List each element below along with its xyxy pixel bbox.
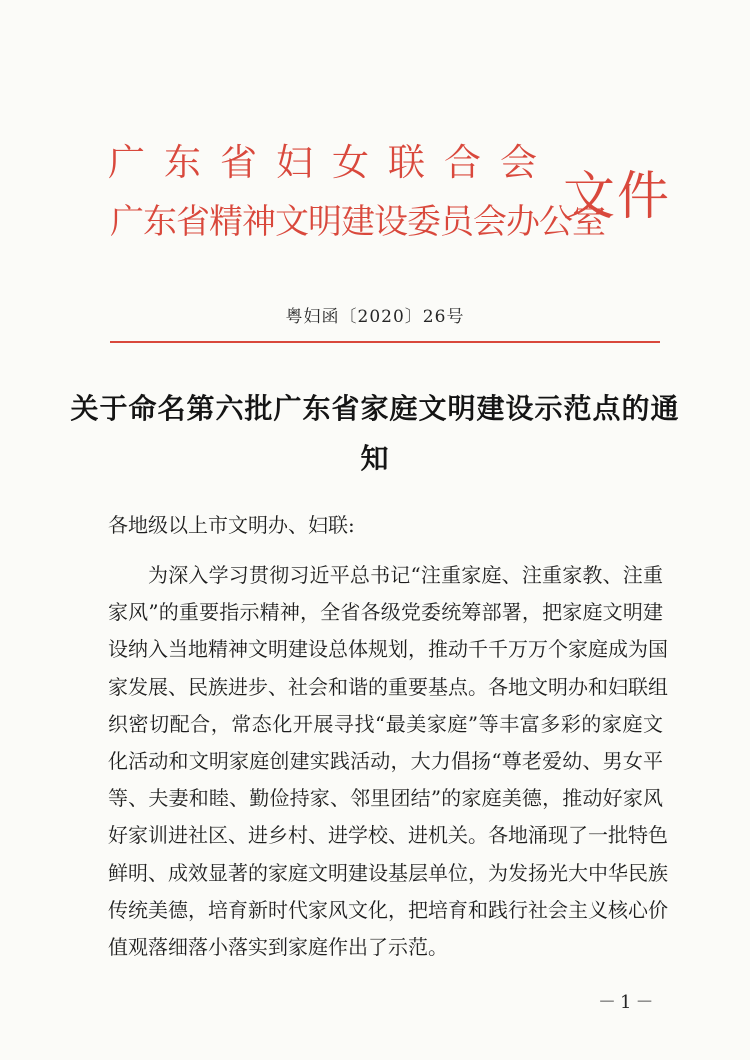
- page-number: －1－: [598, 992, 658, 1013]
- body-line: 织密切配合，常态化开展寻找“最美家庭”等丰富多彩的家庭文: [108, 711, 663, 736]
- body-line: 为深入学习贯彻习近平总书记“注重家庭、注重家教、注重: [148, 563, 663, 587]
- body-line: 等、夫妻和睦、勤俭持家、邻里团结”的家庭美德，推动好家风: [108, 786, 663, 811]
- issuer-name-1: 广东省妇女联合会: [108, 141, 556, 184]
- body-line: 好家训进社区、进乡村、进学校、进机关。各地涌现了一批特色: [108, 823, 668, 848]
- body-line: 化活动和文明家庭创建实践活动，大力倡扬“尊老爱幼、男女平: [108, 748, 663, 773]
- body-line: 家风”的重要指示精神，全省各级党委统筹部署，把家庭文明建: [108, 600, 663, 625]
- document-type-label: 文件: [563, 167, 672, 227]
- salutation: 各地级以上市文明办、妇联:: [108, 513, 355, 537]
- body-line: 值观落细落小落实到家庭作出了示范。: [108, 934, 448, 959]
- body-line: 传统美德，培育新时代家风文化，把培育和践行社会主义核心价: [108, 897, 668, 922]
- body-line: 家发展、民族进步、社会和谐的重要基点。各地文明办和妇联组: [108, 674, 668, 699]
- body-line: 鲜明、成效显著的家庭文明建设基层单位，为发扬光大中华民族: [108, 860, 668, 885]
- body-paragraph: [108, 557, 668, 977]
- document-header: [0, 0, 750, 320]
- header-divider: [110, 341, 660, 343]
- document-title: 关于命名第六批广东省家庭文明建设示范点的通知: [70, 392, 680, 475]
- issuer-name-2: 广东省精神文明建设委员会办公室: [110, 202, 605, 242]
- document-number: 粤妇函〔2020〕26号: [285, 307, 465, 327]
- body-line: 设纳入当地精神文明建设总体规划，推动千千万万个家庭成为国: [108, 637, 668, 662]
